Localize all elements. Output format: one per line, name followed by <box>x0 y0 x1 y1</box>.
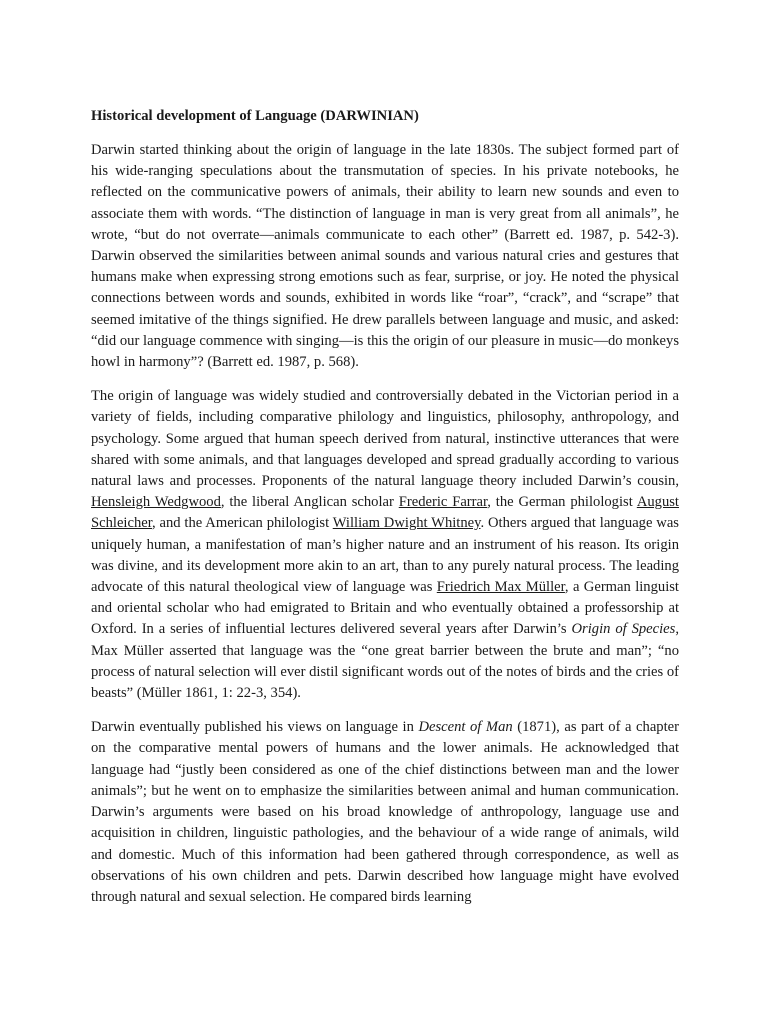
paragraph-2-text: The origin of language was widely studied and controversially debated in the Victorian period in a variety of fields, including comparative philology and linguistics, philosophy, anthropology, and psychology. Some argued that human speech derived from natural, instinctive utterances that were shared with some animals, and that languages developed and spread gradually according to various natural laws and processes. Proponents of the natural language theory included Darwin’s cousin, <box>91 388 679 490</box>
paragraph-2-text: , Max Müller asserted that language was the “one great barrier between the brute and man”; “no process of natural selection will ever distil significant words out of the notes of birds and the cries of beasts” (Müller 1861, 1: 22-3, 354). <box>91 621 679 702</box>
paragraph-2-text: , a German linguist and oriental scholar who had emigrated to Britain and who eventually obtained a professorship at Oxford. In a series of influential lectures delivered several years after Darwin’s <box>91 579 679 638</box>
paragraph-2-text: , the liberal Anglican scholar <box>220 494 399 511</box>
link-william-dwight-whitney[interactable]: William Dwight Whitney <box>332 515 481 532</box>
title-origin-of-species: Origin of Species <box>571 621 676 638</box>
title-descent-of-man: Descent of Man <box>418 719 513 736</box>
link-august-schleicher[interactable]: August Schleicher <box>91 494 679 532</box>
paragraph-1: Darwin started thinking about the origin of language in the late 1830s. The subject formed part of his wide-ranging speculations about the transmutation of species. In his private notebooks, he reflected on the communicative powers of animals, their ability to learn new sounds and even to associate them with words. “The distinction of language in man is very great from all animals”, he wrote, “but do not overrate—animals communicate to each other” (Barrett ed. 1987, p. 542-3). Darwin observed the similarities between animal sounds and various natural cries and gestures that humans make when expressing strong emotions such as fear, surprise, or joy. He noted the physical connections between words and sounds, exhibited in words like “roar”, “crack”, and “scrape” that seemed imitative of the things signified. He drew parallels between language and music, and asked: “did our language commence with singing—is this the origin of our pleasure in music—do monkeys howl in harmony”? (Barrett ed. 1987, p. 568). <box>91 142 679 371</box>
paragraph-3 <box>91 717 679 908</box>
paragraph-2-text: , and the American philologist <box>152 515 333 532</box>
paragraph-2-text: , the German philologist <box>487 494 637 511</box>
link-friedrich-max-muller[interactable]: Friedrich Max Müller <box>436 579 565 596</box>
link-hensleigh-wedgwood[interactable]: Hensleigh Wedgwood <box>91 494 221 511</box>
paragraph-3-text: (1871), as part of a chapter on the comparative mental powers of humans and the lower animals. He acknowledged that language had “justly been considered as one of the chief distinctions between man and the lower animals”; but he went on to emphasize the similarities between animal and human communication. Darwin’s arguments were based on his broad knowledge of anthropology, language use and acquisition in children, linguistic pathologies, and the behaviour of a wide range of animals, wild and domestic. Much of this information had been gathered through correspondence, as well as observations of his own children and pets. Darwin described how language might have evolved through natural and sexual selection. He compared birds learning <box>91 719 679 905</box>
document-title: Historical development of Language (DARWINIAN) <box>91 108 419 124</box>
link-frederic-farrar[interactable]: Frederic Farrar <box>398 494 488 511</box>
paragraph-2 <box>91 386 679 704</box>
paragraph-3-text: Darwin eventually published his views on language in <box>91 719 419 736</box>
document-page <box>91 106 679 921</box>
paragraph-2-text: . Others argued that language was uniquely human, a manifestation of man’s higher nature and an instrument of his reason. Its origin was divine, and its development more akin to an art, than to any purely natural process. The leading advocate of this natural theological view of language was <box>91 515 679 596</box>
